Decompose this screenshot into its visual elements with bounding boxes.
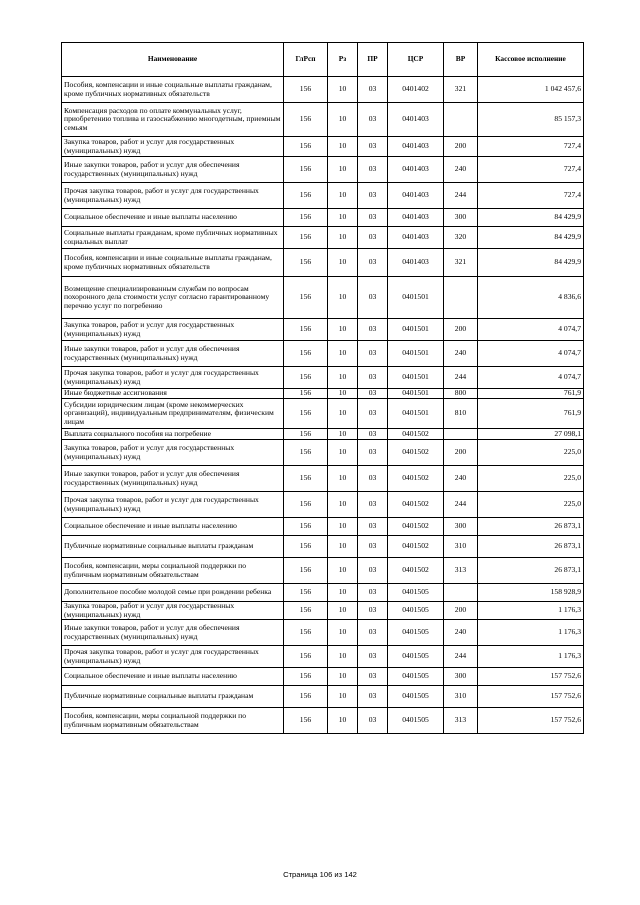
cell-csr: 0401501 [388, 277, 444, 319]
cell-name: Социальные выплаты гражданам, кроме публичных нормативных социальных выплат [62, 227, 284, 249]
cell-vr: 244 [444, 367, 478, 389]
cell-amount: 27 098,1 [478, 429, 584, 440]
cell-glrsp: 156 [284, 429, 328, 440]
cell-pr: 03 [358, 183, 388, 209]
cell-rz: 10 [328, 708, 358, 734]
cell-pr: 03 [358, 584, 388, 602]
cell-csr: 0401501 [388, 367, 444, 389]
cell-amount: 84 429,9 [478, 249, 584, 277]
cell-glrsp: 156 [284, 584, 328, 602]
cell-vr [444, 277, 478, 319]
table-row [62, 399, 584, 429]
cell-pr: 03 [358, 367, 388, 389]
budget-table [61, 42, 584, 734]
cell-vr [444, 429, 478, 440]
cell-vr: 321 [444, 249, 478, 277]
cell-csr: 0401501 [388, 399, 444, 429]
cell-rz: 10 [328, 277, 358, 319]
cell-name: Пособия, компенсации и иные социальные выплаты гражданам, кроме публичных нормативных обязательств [62, 77, 284, 103]
table-row [62, 209, 584, 227]
cell-rz: 10 [328, 103, 358, 137]
cell-pr: 03 [358, 227, 388, 249]
cell-glrsp: 156 [284, 77, 328, 103]
cell-name: Закупка товаров, работ и услуг для государственных (муниципальных) нужд [62, 440, 284, 466]
cell-pr: 03 [358, 137, 388, 157]
cell-amount: 225,0 [478, 440, 584, 466]
cell-glrsp: 156 [284, 389, 328, 399]
cell-glrsp: 156 [284, 209, 328, 227]
cell-amount: 26 873,1 [478, 558, 584, 584]
cell-amount: 761,9 [478, 399, 584, 429]
cell-csr: 0401403 [388, 137, 444, 157]
cell-name: Социальное обеспечение и иные выплаты населению [62, 668, 284, 686]
cell-vr: 321 [444, 77, 478, 103]
cell-rz: 10 [328, 157, 358, 183]
cell-pr: 03 [358, 646, 388, 668]
cell-amount: 157 752,6 [478, 686, 584, 708]
cell-pr: 03 [358, 518, 388, 536]
cell-name: Иные бюджетные ассигнования [62, 389, 284, 399]
cell-rz: 10 [328, 536, 358, 558]
cell-amount: 157 752,6 [478, 668, 584, 686]
cell-csr: 0401502 [388, 536, 444, 558]
cell-glrsp: 156 [284, 440, 328, 466]
header-name: Наименование [62, 43, 284, 77]
cell-pr: 03 [358, 249, 388, 277]
cell-amount: 4 836,6 [478, 277, 584, 319]
cell-name: Прочая закупка товаров, работ и услуг для государственных (муниципальных) нужд [62, 367, 284, 389]
cell-name: Прочая закупка товаров, работ и услуг для государственных (муниципальных) нужд [62, 646, 284, 668]
cell-vr: 244 [444, 646, 478, 668]
cell-vr: 200 [444, 602, 478, 620]
cell-name: Иные закупки товаров, работ и услуг для обеспечения государственных (муниципальных) нужд [62, 157, 284, 183]
cell-csr: 0401403 [388, 249, 444, 277]
cell-vr: 244 [444, 492, 478, 518]
cell-glrsp: 156 [284, 492, 328, 518]
cell-name: Закупка товаров, работ и услуг для государственных (муниципальных) нужд [62, 137, 284, 157]
cell-pr: 03 [358, 277, 388, 319]
cell-glrsp: 156 [284, 277, 328, 319]
cell-csr: 0401505 [388, 584, 444, 602]
table-row [62, 157, 584, 183]
cell-pr: 03 [358, 440, 388, 466]
table-row [62, 466, 584, 492]
cell-glrsp: 156 [284, 646, 328, 668]
cell-pr: 03 [358, 708, 388, 734]
cell-amount: 26 873,1 [478, 518, 584, 536]
cell-glrsp: 156 [284, 137, 328, 157]
cell-csr: 0401505 [388, 708, 444, 734]
cell-name: Публичные нормативные социальные выплаты гражданам [62, 536, 284, 558]
cell-vr [444, 103, 478, 137]
cell-csr: 0401502 [388, 466, 444, 492]
cell-glrsp: 156 [284, 227, 328, 249]
cell-amount: 84 429,9 [478, 209, 584, 227]
cell-vr: 320 [444, 227, 478, 249]
cell-name: Прочая закупка товаров, работ и услуг для государственных (муниципальных) нужд [62, 183, 284, 209]
cell-rz: 10 [328, 602, 358, 620]
cell-amount: 225,0 [478, 466, 584, 492]
cell-vr: 200 [444, 137, 478, 157]
table-row [62, 440, 584, 466]
cell-rz: 10 [328, 341, 358, 367]
cell-name: Пособия, компенсации, меры социальной поддержки по публичным нормативным обязательствам [62, 708, 284, 734]
cell-rz: 10 [328, 466, 358, 492]
cell-glrsp: 156 [284, 536, 328, 558]
cell-csr: 0401403 [388, 209, 444, 227]
table-row [62, 536, 584, 558]
cell-csr: 0401403 [388, 103, 444, 137]
cell-rz: 10 [328, 620, 358, 646]
header-rz: Рз [328, 43, 358, 77]
cell-glrsp: 156 [284, 103, 328, 137]
table-row [62, 584, 584, 602]
cell-pr: 03 [358, 536, 388, 558]
cell-amount: 727,4 [478, 137, 584, 157]
cell-amount: 158 928,9 [478, 584, 584, 602]
cell-pr: 03 [358, 668, 388, 686]
cell-csr: 0401501 [388, 389, 444, 399]
cell-amount: 1 176,3 [478, 646, 584, 668]
cell-amount: 761,9 [478, 389, 584, 399]
cell-csr: 0401403 [388, 183, 444, 209]
table-row [62, 77, 584, 103]
cell-glrsp: 156 [284, 157, 328, 183]
cell-pr: 03 [358, 429, 388, 440]
table-row [62, 646, 584, 668]
cell-pr: 03 [358, 319, 388, 341]
cell-pr: 03 [358, 466, 388, 492]
page-number: Страница 106 из 142 [283, 870, 357, 879]
cell-glrsp: 156 [284, 183, 328, 209]
cell-glrsp: 156 [284, 367, 328, 389]
cell-amount: 4 074,7 [478, 319, 584, 341]
cell-vr: 240 [444, 157, 478, 183]
cell-csr: 0401502 [388, 492, 444, 518]
cell-amount: 727,4 [478, 183, 584, 209]
cell-pr: 03 [358, 389, 388, 399]
cell-vr: 300 [444, 518, 478, 536]
cell-name: Возмещение специализированным службам по вопросам похоронного дела стоимости услуг согласно гарантированному перечню услуг по погребению [62, 277, 284, 319]
cell-name: Субсидии юридическим лицам (кроме некоммерческих организаций), индивидуальным предпринимателям, физическим лицам [62, 399, 284, 429]
cell-csr: 0401402 [388, 77, 444, 103]
cell-vr: 313 [444, 558, 478, 584]
cell-pr: 03 [358, 686, 388, 708]
cell-name: Иные закупки товаров, работ и услуг для обеспечения государственных (муниципальных) нужд [62, 620, 284, 646]
cell-name: Выплата социального пособия на погребение [62, 429, 284, 440]
cell-rz: 10 [328, 367, 358, 389]
cell-pr: 03 [358, 157, 388, 183]
cell-vr: 240 [444, 466, 478, 492]
cell-name: Публичные нормативные социальные выплаты гражданам [62, 686, 284, 708]
cell-name: Социальное обеспечение и иные выплаты населению [62, 209, 284, 227]
cell-amount: 1 042 457,6 [478, 77, 584, 103]
header-csr: ЦСР [388, 43, 444, 77]
cell-rz: 10 [328, 209, 358, 227]
cell-name: Дополнительное пособие молодой семье при рождении ребенка [62, 584, 284, 602]
cell-amount: 1 176,3 [478, 602, 584, 620]
cell-pr: 03 [358, 602, 388, 620]
cell-csr: 0401501 [388, 319, 444, 341]
header-pr: ПР [358, 43, 388, 77]
cell-glrsp: 156 [284, 602, 328, 620]
cell-rz: 10 [328, 227, 358, 249]
cell-vr: 310 [444, 686, 478, 708]
cell-vr: 800 [444, 389, 478, 399]
cell-pr: 03 [358, 492, 388, 518]
cell-vr: 810 [444, 399, 478, 429]
cell-name: Закупка товаров, работ и услуг для государственных (муниципальных) нужд [62, 602, 284, 620]
cell-amount: 157 752,6 [478, 708, 584, 734]
header-amount: Кассовое исполнение [478, 43, 584, 77]
table-row [62, 341, 584, 367]
cell-amount: 4 074,7 [478, 367, 584, 389]
cell-pr: 03 [358, 558, 388, 584]
cell-vr: 200 [444, 319, 478, 341]
cell-vr: 244 [444, 183, 478, 209]
cell-rz: 10 [328, 686, 358, 708]
cell-glrsp: 156 [284, 341, 328, 367]
cell-pr: 03 [358, 77, 388, 103]
cell-csr: 0401505 [388, 602, 444, 620]
cell-rz: 10 [328, 429, 358, 440]
cell-csr: 0401502 [388, 558, 444, 584]
cell-vr: 200 [444, 440, 478, 466]
cell-vr: 300 [444, 209, 478, 227]
table-row [62, 137, 584, 157]
cell-rz: 10 [328, 319, 358, 341]
cell-rz: 10 [328, 249, 358, 277]
table-row [62, 708, 584, 734]
cell-vr: 240 [444, 341, 478, 367]
cell-rz: 10 [328, 518, 358, 536]
cell-pr: 03 [358, 399, 388, 429]
table-row [62, 319, 584, 341]
cell-glrsp: 156 [284, 708, 328, 734]
cell-amount: 84 429,9 [478, 227, 584, 249]
cell-rz: 10 [328, 183, 358, 209]
cell-csr: 0401502 [388, 518, 444, 536]
cell-csr: 0401502 [388, 440, 444, 466]
cell-glrsp: 156 [284, 399, 328, 429]
cell-name: Иные закупки товаров, работ и услуг для обеспечения государственных (муниципальных) нужд [62, 466, 284, 492]
table-row [62, 249, 584, 277]
cell-amount: 727,4 [478, 157, 584, 183]
cell-vr: 240 [444, 620, 478, 646]
cell-csr: 0401502 [388, 429, 444, 440]
cell-pr: 03 [358, 341, 388, 367]
cell-rz: 10 [328, 584, 358, 602]
cell-amount: 4 074,7 [478, 341, 584, 367]
table-row [62, 668, 584, 686]
table-row [62, 277, 584, 319]
cell-glrsp: 156 [284, 518, 328, 536]
cell-glrsp: 156 [284, 686, 328, 708]
table-row [62, 227, 584, 249]
table-row [62, 429, 584, 440]
cell-rz: 10 [328, 646, 358, 668]
cell-amount: 85 157,3 [478, 103, 584, 137]
cell-rz: 10 [328, 77, 358, 103]
cell-pr: 03 [358, 103, 388, 137]
table-row [62, 367, 584, 389]
cell-pr: 03 [358, 209, 388, 227]
cell-amount: 225,0 [478, 492, 584, 518]
cell-rz: 10 [328, 492, 358, 518]
table-row [62, 558, 584, 584]
cell-csr: 0401501 [388, 341, 444, 367]
cell-rz: 10 [328, 440, 358, 466]
cell-rz: 10 [328, 399, 358, 429]
cell-glrsp: 156 [284, 466, 328, 492]
table-row [62, 686, 584, 708]
cell-amount: 26 873,1 [478, 536, 584, 558]
cell-glrsp: 156 [284, 249, 328, 277]
table-row [62, 518, 584, 536]
cell-csr: 0401403 [388, 227, 444, 249]
cell-csr: 0401403 [388, 157, 444, 183]
cell-name: Пособия, компенсации и иные социальные выплаты гражданам, кроме публичных нормативных обязательств [62, 249, 284, 277]
table-row [62, 602, 584, 620]
cell-name: Компенсация расходов по оплате коммунальных услуг, приобретению топлива и газоснабжению многодетным, приемным семьям [62, 103, 284, 137]
table-header-row [62, 43, 584, 77]
table-row [62, 492, 584, 518]
cell-name: Иные закупки товаров, работ и услуг для обеспечения государственных (муниципальных) нужд [62, 341, 284, 367]
cell-vr: 300 [444, 668, 478, 686]
cell-amount: 1 176,3 [478, 620, 584, 646]
cell-name: Закупка товаров, работ и услуг для государственных (муниципальных) нужд [62, 319, 284, 341]
cell-vr [444, 584, 478, 602]
cell-name: Прочая закупка товаров, работ и услуг для государственных (муниципальных) нужд [62, 492, 284, 518]
table-row [62, 103, 584, 137]
cell-vr: 310 [444, 536, 478, 558]
header-glrsp: ГлРсп [284, 43, 328, 77]
cell-rz: 10 [328, 558, 358, 584]
table-row [62, 183, 584, 209]
cell-name: Пособия, компенсации, меры социальной поддержки по публичным нормативным обязательствам [62, 558, 284, 584]
cell-csr: 0401505 [388, 646, 444, 668]
header-vr: ВР [444, 43, 478, 77]
cell-glrsp: 156 [284, 620, 328, 646]
cell-rz: 10 [328, 389, 358, 399]
cell-name: Социальное обеспечение и иные выплаты населению [62, 518, 284, 536]
cell-glrsp: 156 [284, 668, 328, 686]
table-body [62, 77, 584, 734]
table-row [62, 620, 584, 646]
table-row [62, 389, 584, 399]
cell-glrsp: 156 [284, 558, 328, 584]
cell-csr: 0401505 [388, 620, 444, 646]
cell-csr: 0401505 [388, 686, 444, 708]
cell-csr: 0401505 [388, 668, 444, 686]
cell-rz: 10 [328, 137, 358, 157]
cell-vr: 313 [444, 708, 478, 734]
cell-pr: 03 [358, 620, 388, 646]
cell-rz: 10 [328, 668, 358, 686]
cell-glrsp: 156 [284, 319, 328, 341]
